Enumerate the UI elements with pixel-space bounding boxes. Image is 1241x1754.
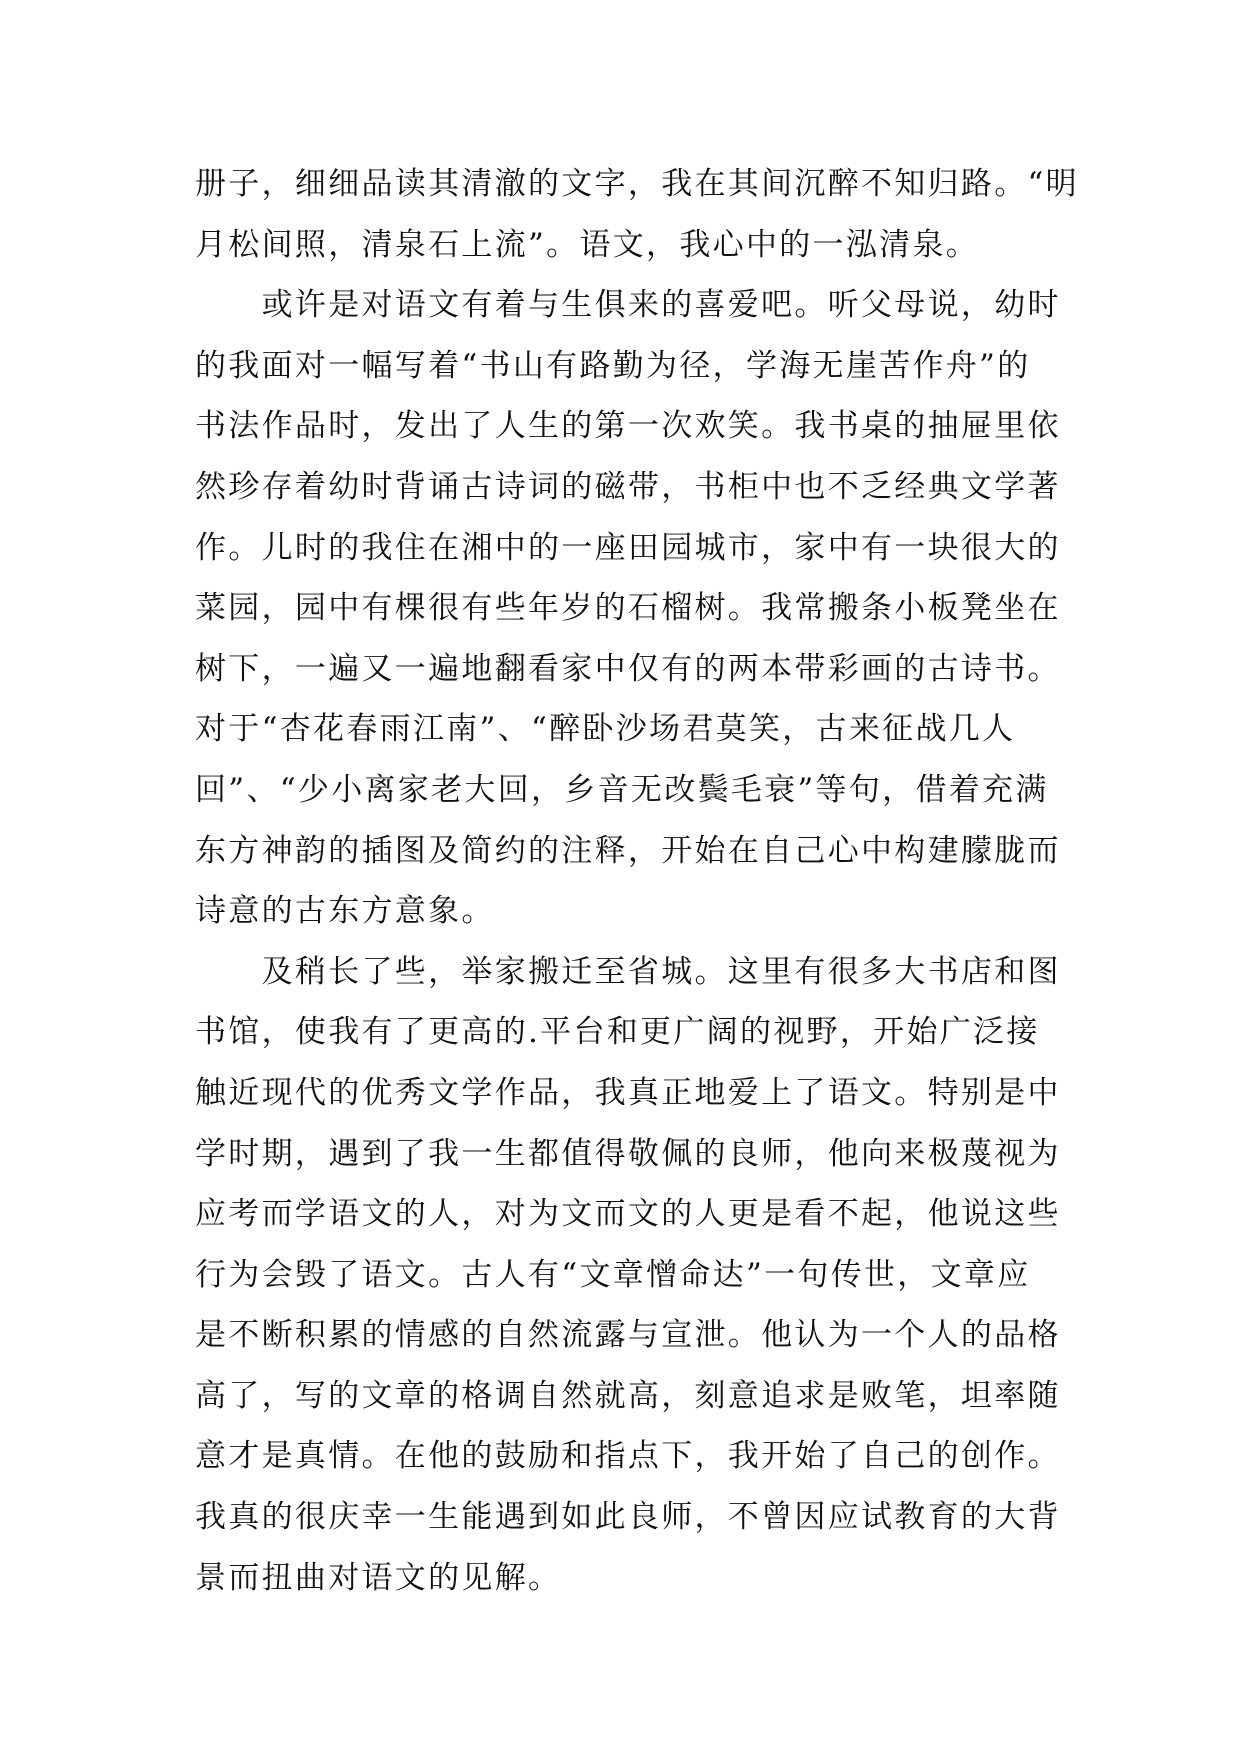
text-line: 触近现代的优秀文学作品，我真正地爱上了语文。特别是中 <box>195 1074 1061 1111</box>
text-line: 学时期，遇到了我一生都值得敬佩的良师，他向来极蔑视为 <box>195 1135 1061 1172</box>
body-text <box>195 154 1095 1608</box>
text-line: 月松间照，清泉石上流”。语文，我心中的一泓清泉。 <box>195 226 980 263</box>
text-line: 回”、“少小离家老大回，乡音无改鬓毛衰”等句，借着充满 <box>195 771 1049 808</box>
text-line: 及稍长了些，举家搬迁至省城。这里有很多大书店和图 <box>195 953 1061 990</box>
text-line: 或许是对语文有着与生俱来的喜爱吧。听父母说，幼时 <box>195 287 1061 324</box>
text-line: 是不断积累的情感的自然流露与宣泄。他认为一个人的品格 <box>195 1317 1061 1354</box>
text-line: 菜园，园中有棵很有些年岁的石榴树。我常搬条小板凳坐在 <box>195 590 1061 627</box>
text-line: 册子，细细品读其清澈的文字，我在其间沉醉不知归路。“明 <box>195 166 1079 202</box>
text-line: 高了，写的文章的格调自然就高，刻意追求是败笔，坦率随 <box>195 1377 1061 1414</box>
text-line: 东方神韵的插图及简约的注释，开始在自己心中构建朦胧而 <box>195 832 1061 869</box>
text-line: 书法作品时，发出了人生的第一次欢笑。我书桌的抽屉里依 <box>195 408 1061 445</box>
text-line: 作。儿时的我住在湘中的一座田园城市，家中有一块很大的 <box>195 529 1061 566</box>
text-line: 景而扭曲对语文的见解。 <box>195 1559 562 1596</box>
text-line: 然珍存着幼时背诵古诗词的磁带，书柜中也不乏经典文学著 <box>195 468 1061 505</box>
text-line: 树下，一遍又一遍地翻看家中仅有的两本带彩画的古诗书。 <box>195 650 1061 687</box>
text-line: 诗意的古东方意象。 <box>195 893 495 930</box>
text-line: 对于“杏花春雨江南”、“醉卧沙场君莫笑，古来征战几人 <box>195 711 1016 748</box>
text-line: 的我面对一幅写着“书山有路勤为径，学海无崖苦作舟”的 <box>195 347 1031 384</box>
text-line: 我真的很庆幸一生能遇到如此良师，不曾因应试教育的大背 <box>195 1499 1061 1536</box>
text-line: 意才是真情。在他的鼓励和指点下，我开始了自己的创作。 <box>195 1438 1061 1475</box>
text-line: 行为会毁了语文。古人有“文章憎命达”一句传世，文章应 <box>195 1256 1031 1293</box>
text-line: 应考而学语文的人，对为文而文的人更是看不起，他说这些 <box>195 1196 1061 1233</box>
text-line: 书馆，使我有了更高的.平台和更广阔的视野，开始广泛接 <box>195 1014 1040 1051</box>
